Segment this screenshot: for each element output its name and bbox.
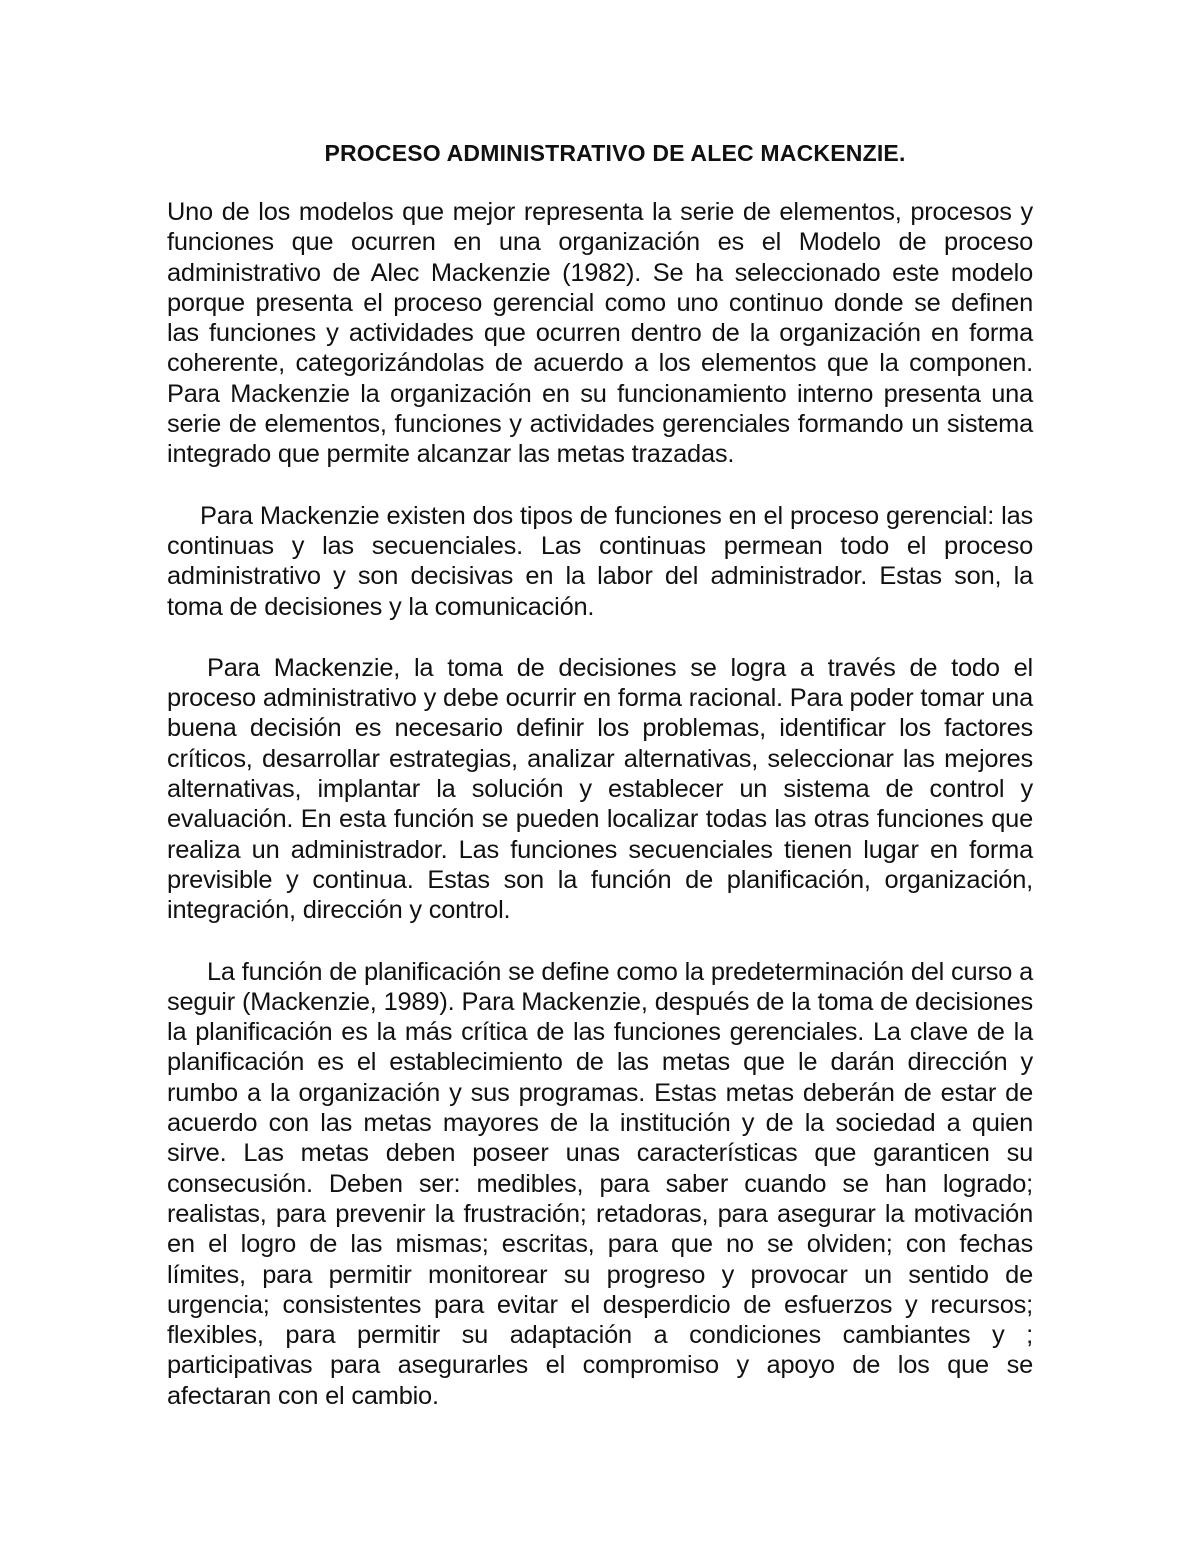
paragraph-3: Para Mackenzie, la toma de decisiones se logra a través de todo el proceso administrativo y debe ocurrir en forma racional. Para poder tomar una buena decisión es necesario definir los problemas, identificar los factores críticos, desarrollar estrategias, analizar alternativas, seleccionar las mejores alternativas, implantar la solución y establecer un sistema de control y evaluación. En esta función se pueden localizar todas las otras funciones que realiza un administrador. Las funciones secuenciales tienen lugar en forma previsible y continua. Estas son la función de planificación, organización, integración, dirección y control. <box>167 653 1033 925</box>
paragraph-2: Para Mackenzie existen dos tipos de funciones en el proceso gerencial: las continuas y las secuenciales. Las continuas permean todo el proceso administrativo y son decisivas en la labor del administrador. Estas son, la toma de decisiones y la comunicación. <box>167 501 1033 621</box>
document-page <box>167 138 1033 1411</box>
paragraph-4: La función de planificación se define como la predeterminación del curso a seguir (Mackenzie, 1989). Para Mackenzie, después de la toma de decisiones la planificación es la más crítica de las funciones gerenciales. La clave de la planificación es el establecimiento de las metas que le darán dirección y rumbo a la organización y sus programas. Estas metas deberán de estar de acuerdo con las metas mayores de la institución y de la sociedad a quien sirve. Las metas deben poseer unas características que garanticen su consecusión. Deben ser: medibles, para saber cuando se han logrado; realistas, para prevenir la frustración; retadoras, para asegurar la motivación en el logro de las mismas; escritas, para que no se olviden; con fechas límites, para permitir monitorear su progreso y provocar un sentido de urgencia; consistentes para evitar el desperdicio de esfuerzos y recursos; flexibles, para permitir su adaptación a condiciones cambiantes y ; participativas para asegurarles el compromiso y apoyo de los que se afectaran con el cambio. <box>167 957 1033 1410</box>
document-title: PROCESO ADMINISTRATIVO DE ALEC MACKENZIE. <box>324 140 906 166</box>
paragraph-1: Uno de los modelos que mejor representa la serie de elementos, procesos y funciones que ocurren en una organización es el Modelo de proceso administrativo de Alec Mackenzie (1982). Se ha seleccionado este modelo porque presenta el proceso gerencial como uno continuo donde se definen las funciones y actividades que ocurren dentro de la organización en forma coherente, categorizándolas de acuerdo a los elementos que la componen. Para Mackenzie la organización en su funcionamiento interno presenta una serie de elementos, funciones y actividades gerenciales formando un sistema integrado que permite alcanzar las metas trazadas. <box>167 198 1033 469</box>
